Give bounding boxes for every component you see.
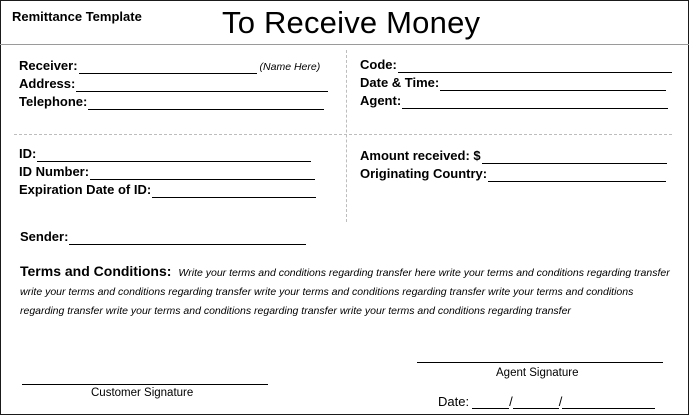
- address-field[interactable]: [19, 76, 328, 92]
- amount-label: Amount received: $: [360, 148, 481, 163]
- date-time-field[interactable]: [360, 75, 666, 91]
- agent-signature-label: Agent Signature: [496, 367, 579, 379]
- terms-text: Write your terms and conditions regarding transfer here write your terms and conditions regarding transfer write your terms and conditions regarding transfer write your terms and conditions regarding transfer write your terms and conditions regarding transfer write your terms and conditions regarding transfer write your terms and conditions regarding transfer: [20, 267, 670, 317]
- form-title: To Receive Money: [222, 5, 481, 40]
- code-line[interactable]: [398, 59, 672, 73]
- terms-section: [20, 262, 676, 321]
- address-line[interactable]: [76, 78, 328, 92]
- date-separator: /: [558, 394, 563, 409]
- agent-line[interactable]: [402, 95, 668, 109]
- date-day-line[interactable]: [472, 395, 509, 409]
- origin-label: Originating Country:: [360, 166, 488, 181]
- id-number-label: ID Number:: [19, 164, 90, 179]
- code-label: Code:: [360, 57, 397, 72]
- expiration-line[interactable]: [152, 184, 316, 198]
- origin-line[interactable]: [488, 168, 666, 182]
- sender-field[interactable]: [20, 229, 306, 245]
- origin-field[interactable]: [360, 166, 666, 182]
- sender-label: Sender:: [20, 229, 69, 244]
- horizontal-divider: [14, 134, 672, 135]
- id-number-field[interactable]: [19, 164, 315, 180]
- telephone-line[interactable]: [88, 96, 324, 110]
- id-label: ID:: [19, 146, 37, 161]
- telephone-label: Telephone:: [19, 94, 88, 109]
- id-number-line[interactable]: [90, 166, 315, 180]
- receiver-field[interactable]: [19, 58, 320, 74]
- agent-field[interactable]: [360, 93, 668, 109]
- template-label: Remittance Template: [12, 9, 142, 24]
- amount-field[interactable]: [360, 148, 667, 164]
- amount-line[interactable]: [482, 150, 667, 164]
- sender-line[interactable]: [69, 231, 306, 245]
- expiration-field[interactable]: [19, 182, 316, 198]
- telephone-field[interactable]: [19, 94, 324, 110]
- date-time-label: Date & Time:: [360, 75, 440, 90]
- header: [0, 0, 689, 45]
- date-month-line[interactable]: [513, 395, 559, 409]
- date-field[interactable]: [438, 393, 655, 409]
- code-field[interactable]: [360, 57, 672, 73]
- customer-signature-line[interactable]: [22, 384, 268, 385]
- customer-signature-label: Customer Signature: [91, 387, 194, 399]
- date-year-line[interactable]: [562, 395, 655, 409]
- receiver-hint: (Name Here): [259, 61, 321, 73]
- agent-signature-line[interactable]: [417, 362, 663, 363]
- date-separator: /: [509, 394, 513, 409]
- address-label: Address:: [19, 76, 76, 91]
- expiration-label: Expiration Date of ID:: [19, 182, 152, 197]
- receiver-line[interactable]: [79, 60, 257, 74]
- terms-heading: Terms and Conditions:: [20, 263, 172, 279]
- date-time-line[interactable]: [440, 77, 666, 91]
- id-line[interactable]: [37, 148, 311, 162]
- agent-label: Agent:: [360, 93, 402, 108]
- id-field[interactable]: [19, 146, 311, 162]
- receiver-label: Receiver:: [19, 58, 78, 73]
- date-label: Date:: [438, 394, 470, 409]
- vertical-divider: [346, 50, 347, 222]
